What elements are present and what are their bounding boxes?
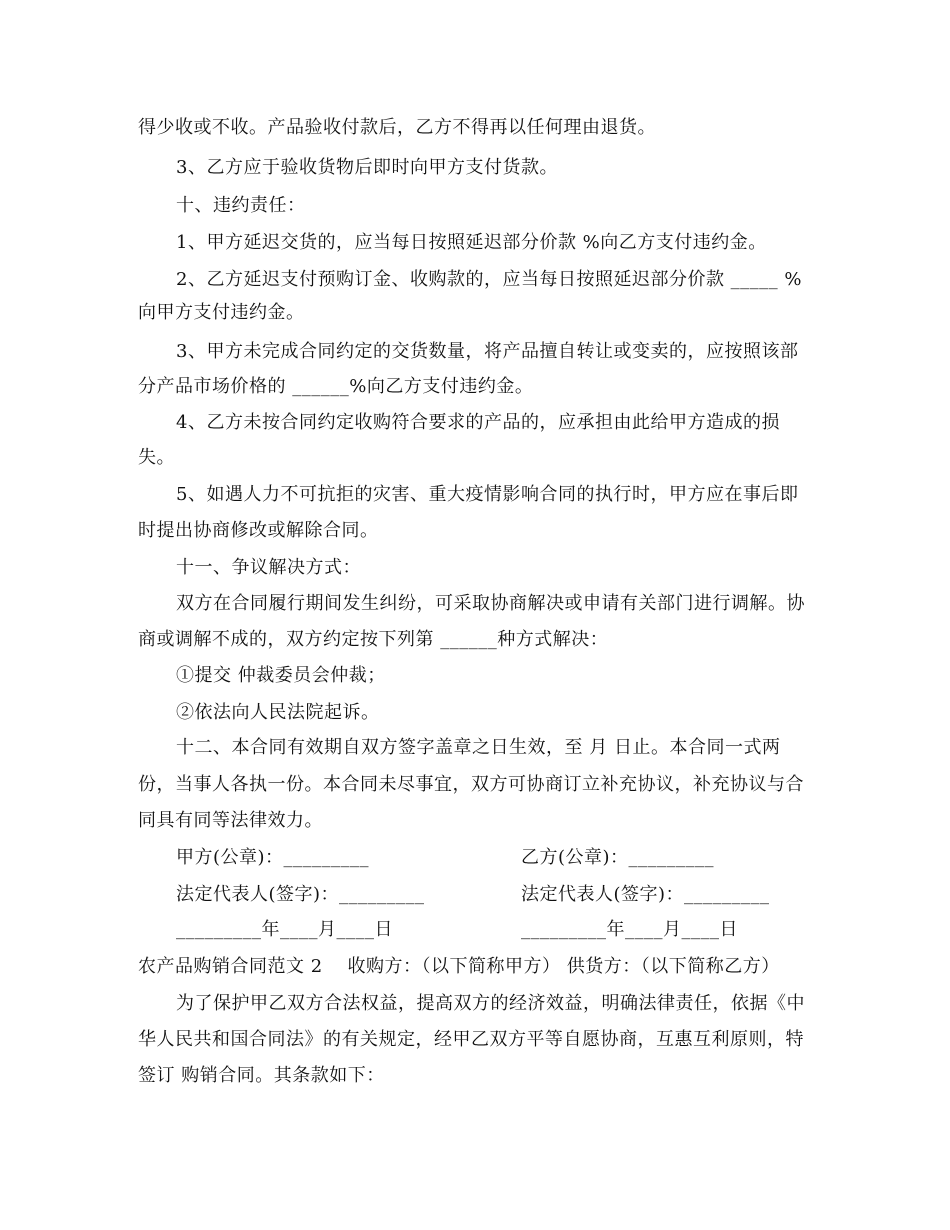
paragraph-line: 华人民共和国合同法》的有关规定，经甲乙双方平等自愿协商，互惠互利原则，特 [138,1029,804,1050]
clause-10-4: 4、乙方未按合同约定收购符合要求的产品的，应承担由此给甲方造成的损 [176,412,780,433]
paragraph-line: 得少收或不收。产品验收付款后，乙方不得再以任何理由退货。 [138,117,656,138]
preamble-paragraph: 为了保护甲乙双方合法权益，提高双方的经济效益，明确法律责任，依据《中 [176,993,805,1014]
paragraph-line: 签订 购销合同。其条款如下： [138,1065,385,1086]
paragraph-line: 时提出协商修改或解除合同。 [138,520,379,541]
option-lawsuit: ②依法向人民法院起诉。 [176,702,380,723]
paragraph-line: 份，当事人各执一份。本合同未尽事宜，双方可协商订立补充协议，补充协议与合 [138,774,804,795]
clause-12: 十二、本合同有效期自双方签字盖章之日生效，至 月 日止。本合同一式两 [176,737,781,758]
clause-10-1: 1、甲方延迟交货的，应当每日按照延迟部分价款 %向乙方支付违约金。 [176,232,767,253]
party-a-seal: 甲方(公章)：_________ [176,847,370,868]
party-b-representative: 法定代表人(签字)：_________ [521,884,770,905]
clause-10-5: 5、如遇人力不可抗拒的灾害、重大疫情影响合同的执行时，甲方应在事后即 [176,484,799,505]
clause-10-3: 3、甲方未完成合同约定的交货数量，将产品擅自转让或变卖的，应按照该部 [176,341,799,362]
paragraph-line: 向甲方支付违约金。 [138,302,305,323]
paragraph-line: 失。 [138,447,175,468]
party-b-seal: 乙方(公章)：_________ [521,847,715,868]
option-arbitration: ①提交 仲裁委员会仲裁； [176,665,386,686]
paragraph-line: 商或调解不成的，双方约定按下列第 ______种方式解决： [138,629,609,650]
paragraph-line: 同具有同等法律效力。 [138,810,323,831]
clause-10-2: 2、乙方延迟支付预购订金、收购款的，应当每日按照延迟部分价款 _____ % [176,269,802,290]
paragraph-line: 分产品市场价格的 ______%向乙方支付违约金。 [138,376,534,397]
contract-2-heading: 农产品购销合同范文 2 收购方：（以下简称甲方） 供货方：（以下简称乙方） [138,956,780,977]
clause-9-3: 3、乙方应于验收货物后即时向甲方支付货款。 [176,157,558,178]
dispute-paragraph: 双方在合同履行期间发生纠纷，可采取协商解决或申请有关部门进行调解。协 [176,593,805,614]
section-heading-breach: 十、违约责任： [176,195,306,216]
section-heading-dispute: 十一、争议解决方式： [176,557,361,578]
party-a-representative: 法定代表人(签字)：_________ [176,884,425,905]
party-a-date: _________年____月____日 [176,919,393,940]
party-b-date: _________年____月____日 [521,919,738,940]
